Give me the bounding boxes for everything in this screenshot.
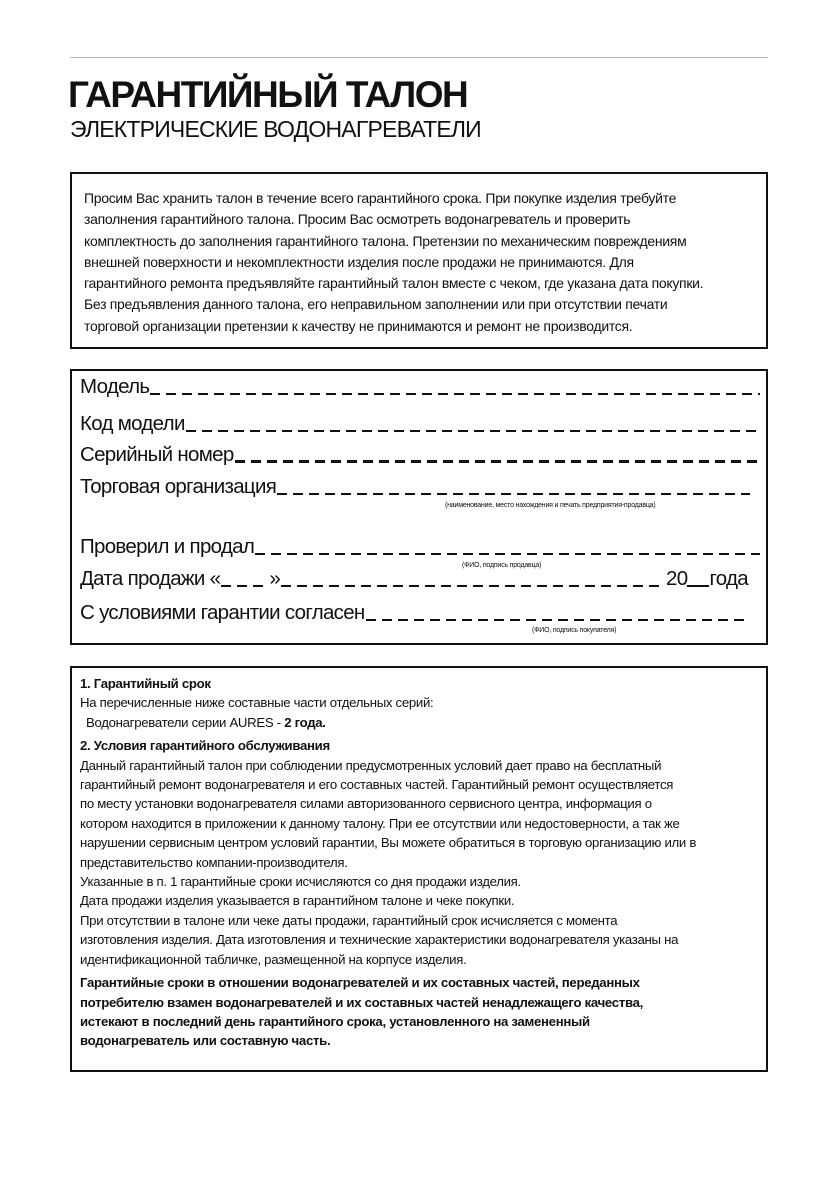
text-line: котором находится в приложении к данному талону. При ее отсутствии или недостоверности, а так же: [80, 815, 680, 831]
buyer-caption: (ФИО, подпись покупателя): [532, 627, 617, 634]
text-line: внешней поверхности и некомплектности изделия после продажи не принимаются. Для: [84, 253, 634, 270]
notice-text: [84, 188, 703, 337]
text-line: потребителю взамен водонагревателей и их составных частей ненадлежащего качества,: [80, 994, 644, 1010]
serial-line[interactable]: [235, 460, 760, 463]
section-1-text: На перечисленные ниже составные части отдельных серий:: [80, 695, 434, 711]
text-line: Указанные в п. 1 гарантийные сроки исчисляются со дня продажи изделия.: [80, 874, 521, 890]
page-title: ГАРАНТИЙНЫЙ ТАЛОН: [68, 74, 468, 115]
text-line: по месту установки водонагревателя силами авторизованного сервисного центра, информация о: [80, 796, 652, 812]
text-line: гарантийный ремонт водонагревателя и его составных частей. Гарантийный ремонт осуществляется: [80, 777, 674, 793]
model-code-label: Код модели: [80, 412, 185, 435]
terms-box: [70, 666, 768, 1072]
year-line[interactable]: [687, 585, 709, 587]
text-line: Дата продажи изделия указывается в гарантийном талоне и чеке покупки.: [80, 893, 515, 909]
month-line[interactable]: [281, 585, 664, 587]
section-2-text: [80, 756, 696, 969]
seller-label: Проверил и продал: [80, 535, 255, 558]
text-line: идентификационной табличке, размещенной на корпусе изделия.: [80, 951, 467, 967]
section-2-title: 2. Условия гарантийного обслуживания: [80, 738, 330, 754]
text-line: изготовления изделия. Дата изготовления и технические характеристики водонагревателя указаны на: [80, 932, 679, 948]
series-name: Водонагреватели серии AURES -: [86, 714, 285, 730]
shop-line[interactable]: [277, 493, 750, 495]
model-code-line[interactable]: [186, 430, 760, 432]
date-label: Дата продажи «: [80, 567, 221, 590]
text-line: Гарантийные сроки в отношении водонагревателей и их составных частей, переданных: [80, 975, 640, 991]
shop-field[interactable]: [80, 475, 752, 499]
top-divider: [70, 57, 768, 58]
text-line: Без предъявления данного талона, его неправильном заполнении или при отсутствии печати: [84, 296, 668, 313]
text-line: комплектность до заполнения гарантийного талона. Претензии по механическим повреждениям: [84, 232, 687, 249]
date-field[interactable]: [80, 567, 748, 591]
agree-label: С условиями гарантии согласен: [80, 601, 365, 624]
text-line: Данный гарантийный талон при соблюдении предусмотренных условий дает право на бесплатный: [80, 757, 662, 773]
section-1-title: 1. Гарантийный срок: [80, 676, 211, 691]
agree-line[interactable]: [366, 619, 746, 621]
text-line: истекают в последний день гарантийного срока, установленного на замененный: [80, 1013, 590, 1029]
notice-box: [70, 172, 768, 349]
serial-field[interactable]: [80, 443, 762, 467]
text-line: При отсутствии в талоне или чеке даты продажи, гарантийный срок исчисляется с момента: [80, 912, 618, 928]
seller-caption: (ФИО, подпись продавца): [462, 562, 542, 569]
text-line: нарушении сервисным центром условий гарантии, Вы можете обратиться в торговую организацию или в: [80, 835, 697, 851]
text-line: Просим Вас хранить талон в течение всего гарантийного срока. При покупке изделия требуйте: [84, 190, 677, 206]
model-code-field[interactable]: [80, 412, 762, 436]
year-suffix: года: [709, 567, 748, 590]
text-line: представительство компании-производителя.: [80, 854, 348, 870]
seller-field[interactable]: [80, 535, 762, 559]
serial-label: Серийный номер: [80, 443, 234, 466]
warranty-form: [70, 369, 768, 645]
section-1-item: [80, 713, 696, 732]
page-subtitle: ЭЛЕКТРИЧЕСКИЕ ВОДОНАГРЕВАТЕЛИ: [70, 116, 481, 142]
model-line[interactable]: [150, 393, 760, 395]
text-line: заполнения гарантийного талона. Просим Вас осмотреть водонагреватель и проверить: [84, 211, 631, 228]
replacement-terms: [80, 973, 696, 1051]
text-line: гарантийного ремонта предъявляйте гарантийный талон вместе с чеком, где указана дата покупки.: [84, 275, 704, 292]
seller-line[interactable]: [255, 553, 760, 555]
shop-caption: (наименование, место нахождения и печать предприятия-продавца): [445, 502, 656, 509]
model-label: Модель: [80, 375, 150, 398]
date-close: »: [269, 567, 281, 590]
day-line[interactable]: [221, 585, 267, 587]
text-line: торговой организации претензии к качеству не принимаются и ремонт не производится.: [84, 317, 633, 334]
text-line: водонагреватель или составную часть.: [80, 1033, 331, 1049]
year-prefix: 20: [666, 567, 688, 590]
warranty-period: 2 года.: [284, 714, 326, 730]
model-field[interactable]: [80, 375, 762, 399]
agree-field[interactable]: [80, 601, 748, 625]
shop-label: Торговая организация: [80, 475, 277, 498]
